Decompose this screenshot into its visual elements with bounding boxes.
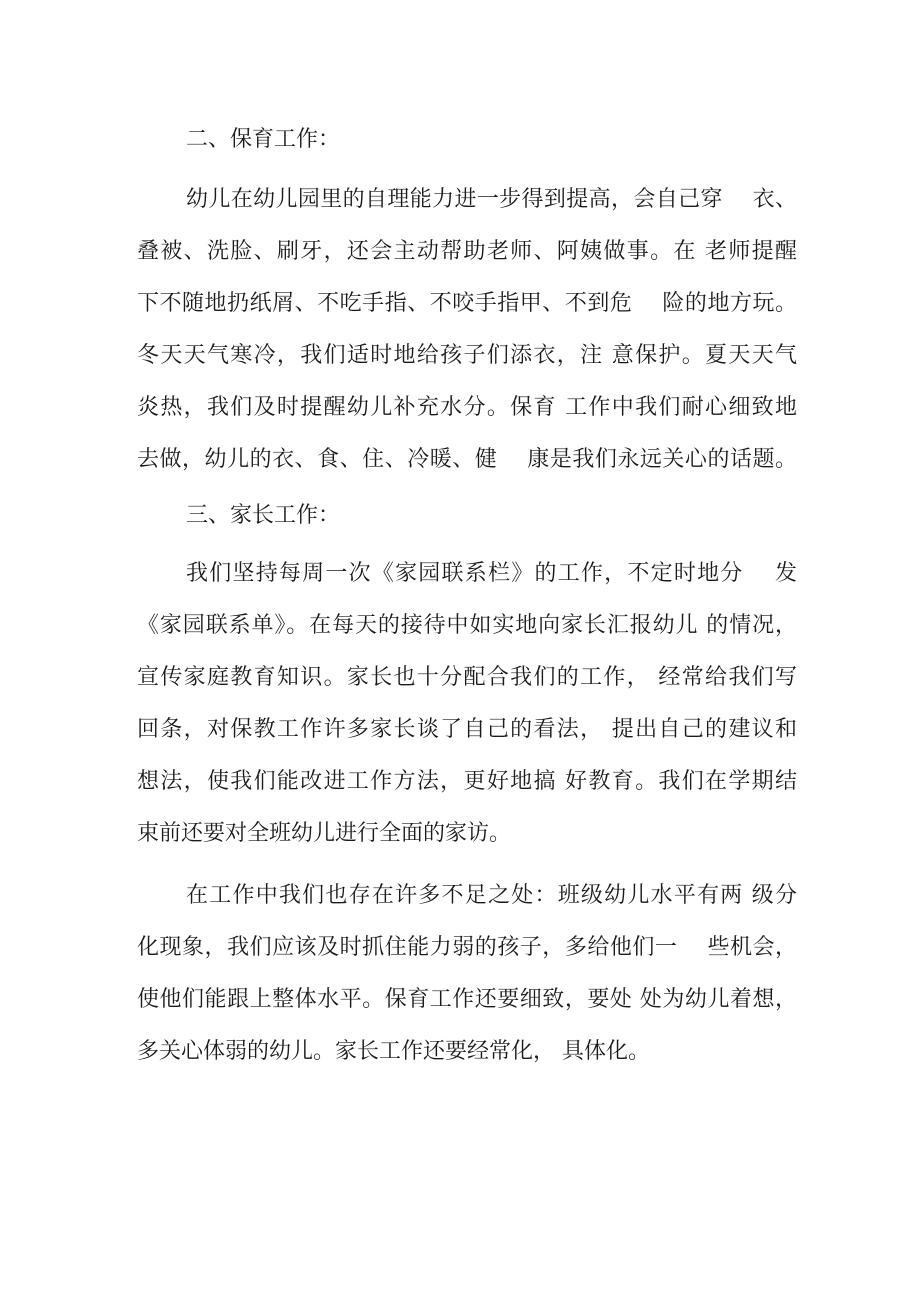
paragraph-line: 炎热，我们及时提醒幼儿补充水分。保育 工作中我们耐心细致地 (137, 395, 797, 420)
paragraph-line: 我们坚持每周一次《家园联系栏》的工作，不定时地分 发 (186, 561, 797, 586)
section-heading-childcare: 二、保育工作： (186, 127, 341, 152)
paragraph-line: 使他们能跟上整体水平。保育工作还要细致，要处 处为幼儿着想， (137, 987, 797, 1012)
paragraph-line: 在工作中我们也存在许多不足之处：班级幼儿水平有两 级分 (186, 883, 797, 908)
paragraph-line: 回条，对保教工作许多家长谈了自己的看法， 提出自己的建议和 (137, 717, 797, 742)
paragraph-line: 多关心体弱的幼儿。家长工作还要经常化， 具体化。 (137, 1039, 650, 1064)
paragraph-line: 去做，幼儿的衣、食、住、冷暖、健 康是我们永远关心的话题。 (137, 447, 797, 472)
paragraph-line: 幼儿在幼儿园里的自理能力进一步得到提高，会自己穿 衣、 (186, 187, 797, 212)
paragraph-line: 叠被、洗脸、刷牙，还会主动帮助老师、阿姨做事。在 老师提醒 (137, 239, 797, 264)
paragraph-line: 束前还要对全班幼儿进行全面的家访。 (137, 821, 512, 846)
section-heading-parents: 三、家长工作： (186, 503, 341, 528)
paragraph-line: 《家园联系单》。在每天的接待中如实地向家长汇报幼儿 的情况， (137, 613, 797, 638)
paragraph-line: 化现象，我们应该及时抓住能力弱的孩子，多给他们一 些机会， (137, 935, 797, 960)
paragraph-line: 想法，使我们能改进工作方法，更好地搞 好教育。我们在学期结 (137, 769, 797, 794)
paragraph-line: 冬天天气寒冷，我们适时地给孩子们添衣，注 意保护。夏天天气 (137, 343, 797, 368)
paragraph-line: 下不随地扔纸屑、不吃手指、不咬手指甲、不到危 险的地方玩。 (137, 291, 797, 316)
paragraph-line: 宣传家庭教育知识。家长也十分配合我们的工作， 经常给我们写 (137, 665, 797, 690)
